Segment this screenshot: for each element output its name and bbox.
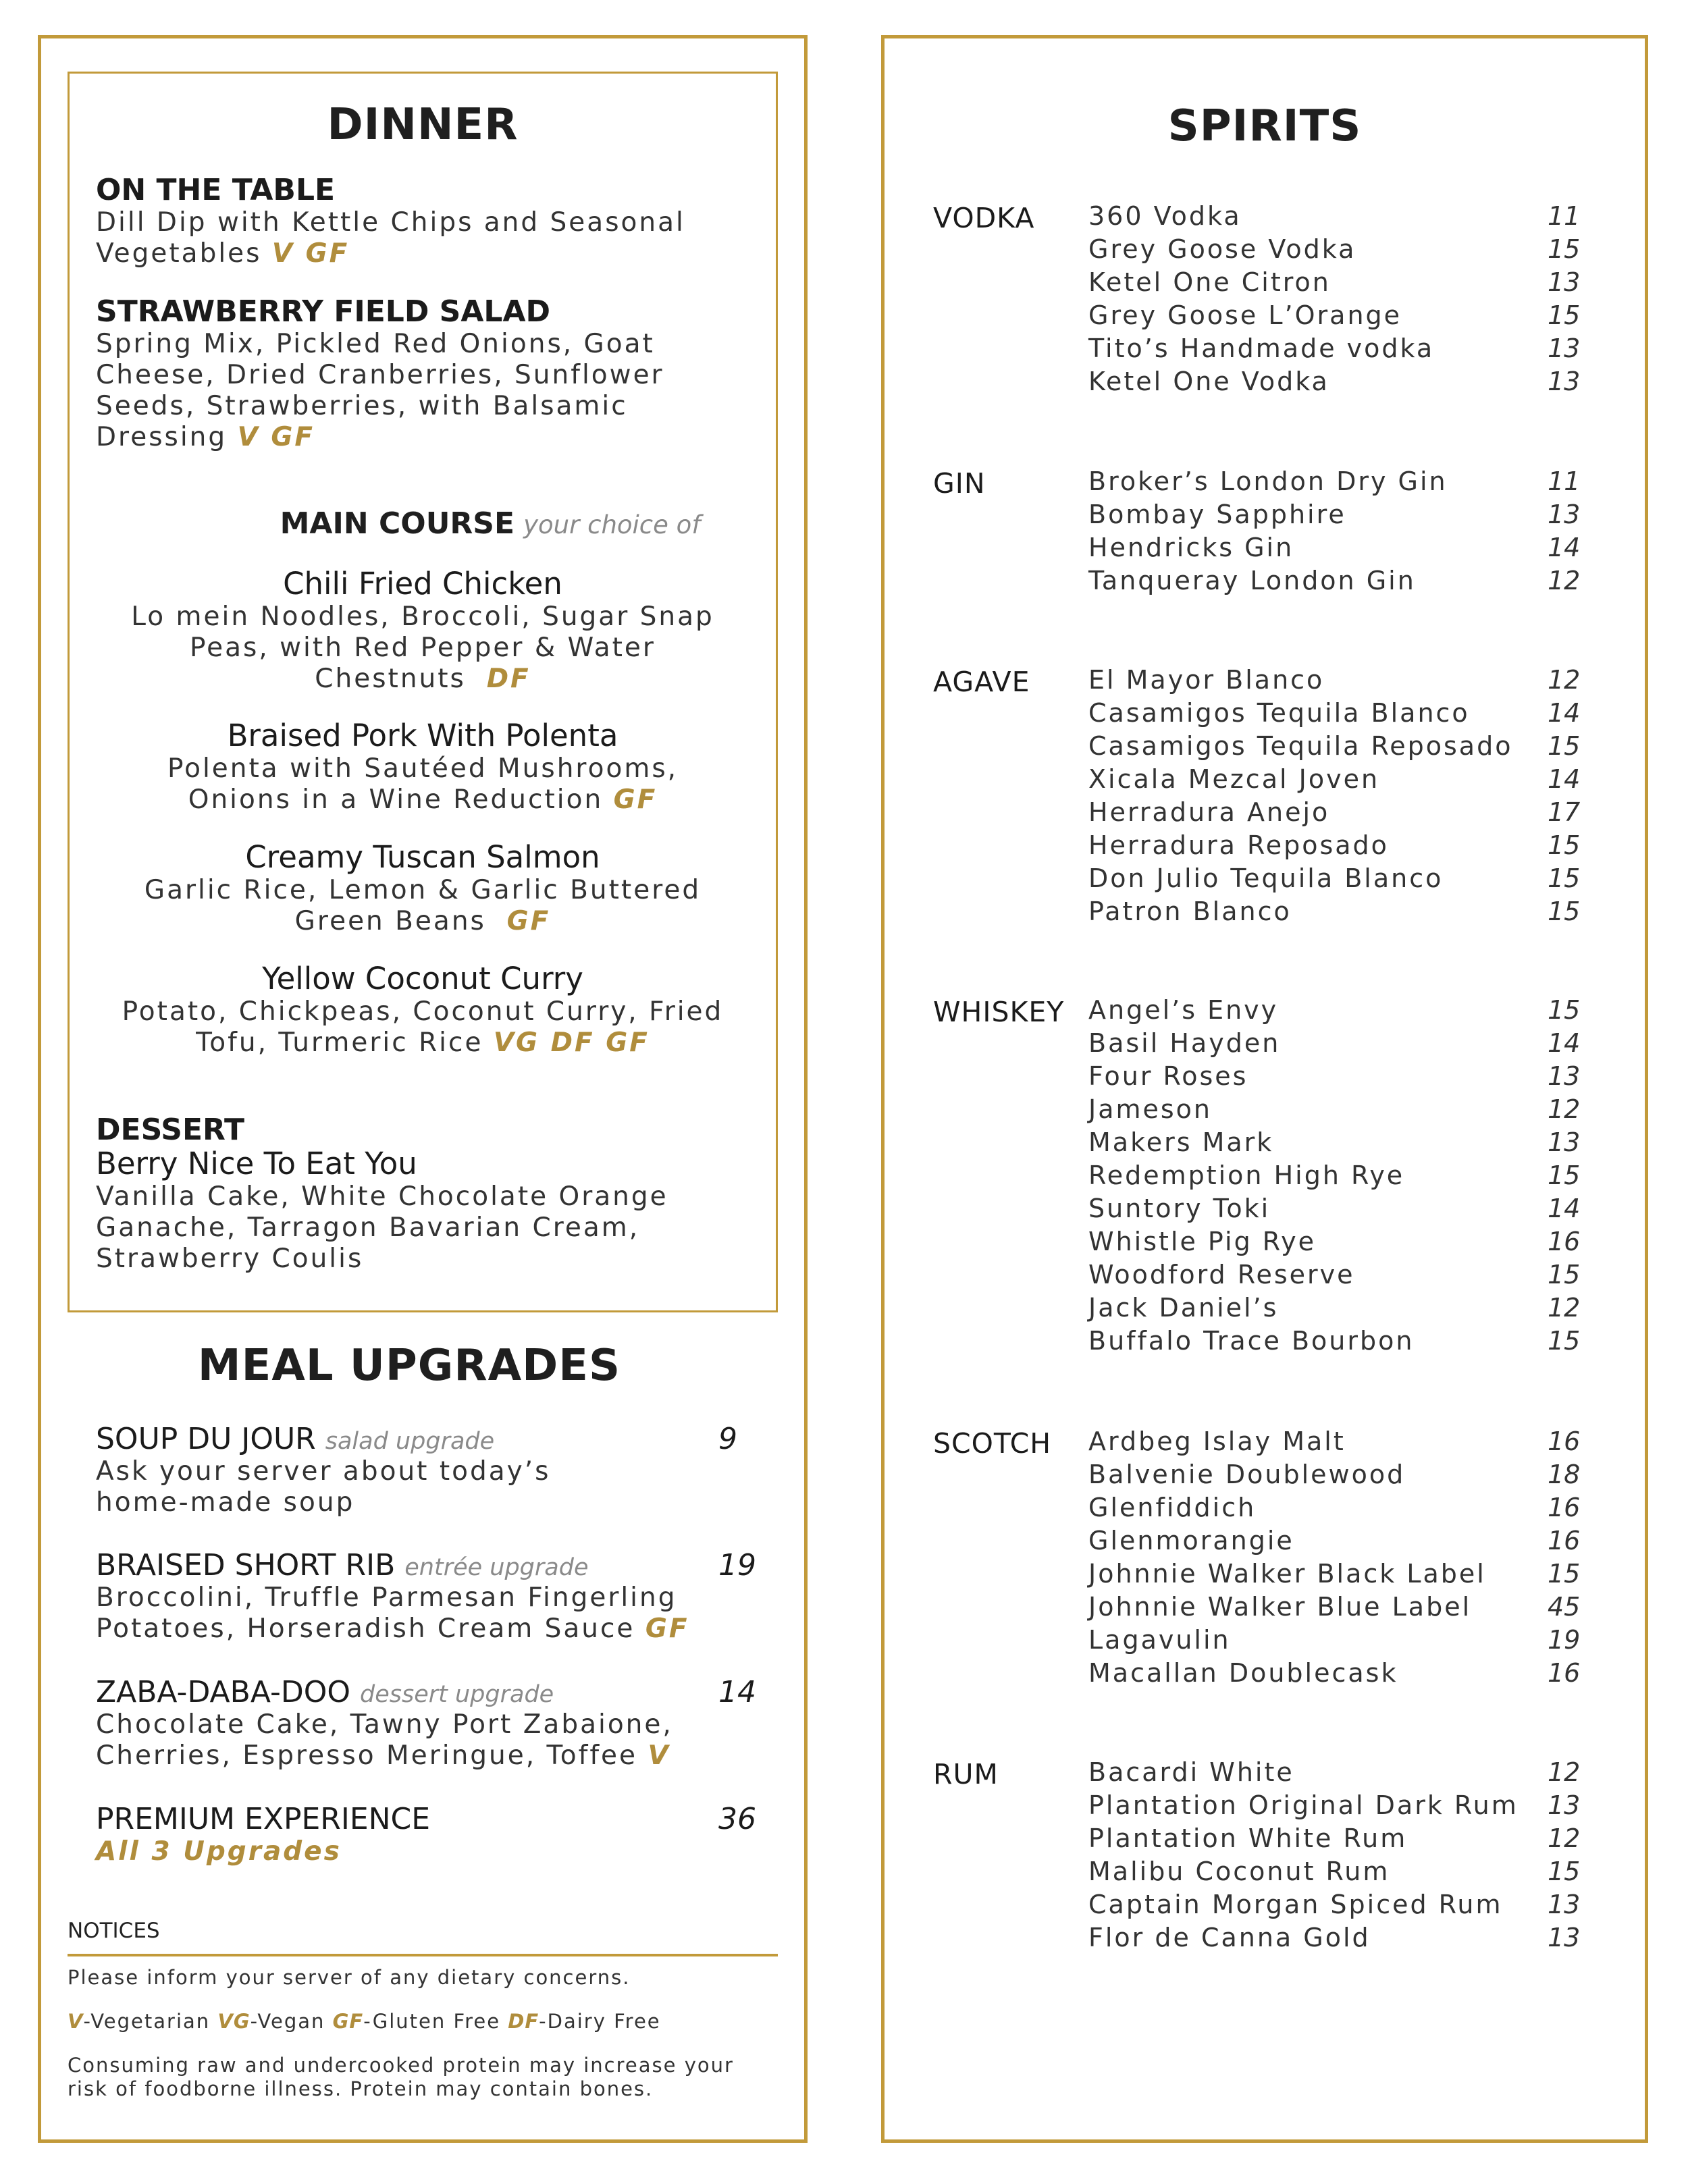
upgrade-desc-line: Cherries, Espresso Meringue, Toffee V <box>96 1740 670 1771</box>
spirit-item <box>1088 862 1588 895</box>
spirit-price: 12 <box>1548 1293 1581 1323</box>
spirit-price: 15 <box>1548 863 1581 893</box>
spirit-price: 15 <box>1548 995 1581 1025</box>
spirit-price: 15 <box>1548 234 1581 264</box>
spirit-name: Xicala Mezcal Joven <box>1088 764 1380 794</box>
spirit-name: Jack Daniel’s <box>1088 1293 1279 1323</box>
spirit-list-gin <box>1088 465 1588 597</box>
spirit-price: 19 <box>1548 1625 1581 1655</box>
spirit-item <box>1088 796 1588 829</box>
upgrade-name: SOUP DU JOUR <box>96 1422 316 1456</box>
main-course-title: MAIN COURSE <box>280 506 515 541</box>
spirit-price: 13 <box>1548 1127 1581 1157</box>
spirit-name: Jameson <box>1088 1094 1213 1124</box>
legend-label: -Vegan <box>250 2010 333 2033</box>
spirit-name: Glenmorangie <box>1088 1526 1294 1555</box>
upgrade-soup <box>96 1422 771 1518</box>
dish-desc-line: Green Beans GF <box>294 906 551 936</box>
spirit-price: 13 <box>1548 367 1581 396</box>
spirit-item <box>1088 1192 1588 1225</box>
dietary-tags: VG DF GF <box>493 1028 650 1058</box>
legend-code: V <box>68 2010 84 2033</box>
spirit-name: Macallan Doublecask <box>1088 1658 1398 1688</box>
spirit-item <box>1088 299 1588 332</box>
spirit-category-gin: GIN <box>933 467 986 500</box>
salad-desc-line: Seeds, Strawberries, with Balsamic <box>96 391 628 421</box>
dish-desc-line: Tofu, Turmeric Rice VG DF GF <box>196 1028 650 1058</box>
spirit-item <box>1088 895 1588 928</box>
upgrade-desc-line: Chocolate Cake, Tawny Port Zabaione, <box>96 1709 673 1740</box>
spirit-price: 45 <box>1548 1592 1581 1622</box>
spirit-category-scotch: SCOTCH <box>933 1427 1052 1460</box>
spirit-name: Four Roses <box>1088 1061 1248 1091</box>
salad-section <box>96 294 771 453</box>
spirit-price: 13 <box>1548 1923 1581 1952</box>
dessert-title: DESSERT <box>96 1113 244 1147</box>
spirit-name: Glenfiddich <box>1088 1493 1257 1522</box>
spirit-category-rum: RUM <box>933 1758 999 1790</box>
spirit-price: 18 <box>1548 1460 1581 1489</box>
spirit-item <box>1088 332 1588 365</box>
spirit-list-whiskey <box>1088 994 1588 1358</box>
spirit-item <box>1088 1888 1588 1921</box>
upgrade-desc-line: All 3 Upgrades <box>96 1836 342 1867</box>
spirit-name: Johnnie Walker Black Label <box>1088 1559 1486 1589</box>
spirit-price: 15 <box>1548 300 1581 330</box>
main-course-heading <box>68 506 913 541</box>
spirits-title: SPIRITS <box>1167 101 1362 151</box>
spirit-price: 16 <box>1548 1526 1581 1555</box>
spirit-name: Patron Blanco <box>1088 897 1292 926</box>
spirit-name: Buffalo Trace Bourbon <box>1088 1326 1415 1356</box>
spirit-name: Suntory Toki <box>1088 1194 1271 1223</box>
spirit-name: Bacardi White <box>1088 1757 1294 1787</box>
legend-code: VG <box>217 2010 250 2033</box>
spirit-name: Woodford Reserve <box>1088 1260 1355 1289</box>
dessert-section <box>96 1113 771 1275</box>
salad-title: STRAWBERRY FIELD SALAD <box>96 294 551 329</box>
upgrade-desc-line: Potatoes, Horseradish Cream Sauce GF <box>96 1614 689 1644</box>
spirit-name: Grey Goose Vodka <box>1088 234 1356 264</box>
spirit-price: 13 <box>1548 1890 1581 1919</box>
spirit-price: 12 <box>1548 1823 1581 1853</box>
dietary-tags: GF <box>506 906 551 936</box>
notice-legend <box>68 2010 783 2033</box>
dessert-desc-line: Vanilla Cake, White Chocolate Orange <box>96 1181 668 1212</box>
spirit-name: Casamigos Tequila Blanco <box>1088 698 1470 728</box>
spirit-item <box>1088 498 1588 531</box>
spirit-item <box>1088 564 1588 597</box>
spirit-list-vodka <box>1088 200 1588 398</box>
spirit-item <box>1088 365 1588 398</box>
spirit-name: Grey Goose L’Orange <box>1088 300 1402 330</box>
spirit-item <box>1088 1425 1588 1458</box>
legend-label: -Dairy Free <box>539 2010 661 2033</box>
spirit-item <box>1088 697 1588 730</box>
dish-chili-fried-chicken <box>68 566 778 695</box>
on-the-table-desc-line: Dill Dip with Kettle Chips and Seasonal <box>96 207 685 238</box>
spirit-category-agave: AGAVE <box>933 666 1030 698</box>
dietary-tags: V GF <box>271 238 350 269</box>
spirit-price: 14 <box>1548 533 1581 562</box>
spirit-price: 14 <box>1548 698 1581 728</box>
spirit-name: Tito’s Handmade vodka <box>1088 334 1435 363</box>
upgrade-name: BRAISED SHORT RIB <box>96 1548 396 1582</box>
spirit-name: Johnnie Walker Blue Label <box>1088 1592 1472 1622</box>
spirit-price: 12 <box>1548 566 1581 595</box>
spirit-name: Captain Morgan Spiced Rum <box>1088 1890 1503 1919</box>
spirit-price: 15 <box>1548 1857 1581 1886</box>
spirit-price: 11 <box>1548 467 1581 496</box>
spirit-item <box>1088 266 1588 299</box>
spirit-price: 15 <box>1548 1326 1581 1356</box>
spirit-name: Tanqueray London Gin <box>1088 566 1416 595</box>
notice-raw-protein: Consuming raw and undercooked protein may increase your risk of foodborne illness. Protein may contain bones. <box>68 2054 734 2100</box>
legend-code: GF <box>332 2010 364 2033</box>
spirit-list-rum <box>1088 1756 1588 1954</box>
spirit-name: Redemption High Rye <box>1088 1161 1405 1190</box>
spirit-item <box>1088 1291 1588 1325</box>
spirit-item <box>1088 1557 1588 1591</box>
upgrade-name: PREMIUM EXPERIENCE <box>96 1802 431 1836</box>
upgrade-price: 19 <box>718 1548 756 1582</box>
upgrade-name: ZABA-DABA-DOO <box>96 1675 350 1709</box>
spirit-price: 15 <box>1548 1260 1581 1289</box>
main-course-subtitle: your choice of <box>523 510 701 539</box>
spirit-item <box>1088 233 1588 266</box>
spirit-item <box>1088 1657 1588 1690</box>
dish-name: Yellow Coconut Curry <box>262 961 583 996</box>
spirit-item <box>1088 763 1588 796</box>
spirit-price: 15 <box>1548 830 1581 860</box>
upgrade-desc-line: Broccolini, Truffle Parmesan Fingerling <box>96 1582 677 1613</box>
upgrade-zaba <box>96 1675 771 1772</box>
legend-label: -Gluten Free <box>363 2010 508 2033</box>
spirit-name: 360 Vodka <box>1088 201 1242 231</box>
spirit-price: 15 <box>1548 897 1581 926</box>
spirit-name: Plantation Original Dark Rum <box>1088 1790 1519 1820</box>
spirit-price: 16 <box>1548 1427 1581 1456</box>
spirit-item <box>1088 1325 1588 1358</box>
salad-desc-line: Dressing V GF <box>96 422 315 452</box>
spirit-item <box>1088 1624 1588 1657</box>
dish-name: Creamy Tuscan Salmon <box>245 839 600 875</box>
spirit-item <box>1088 1822 1588 1855</box>
spirit-item <box>1088 829 1588 862</box>
spirit-item <box>1088 1159 1588 1192</box>
dish-desc-line: Peas, with Red Pepper & Water <box>190 633 656 663</box>
spirit-price: 11 <box>1548 201 1581 231</box>
spirit-list-scotch <box>1088 1425 1588 1690</box>
spirit-name: Herradura Anejo <box>1088 797 1330 827</box>
spirit-price: 12 <box>1548 1094 1581 1124</box>
notice-dietary: Please inform your server of any dietary concerns. <box>68 1966 631 1989</box>
spirit-item <box>1088 1591 1588 1624</box>
spirit-price: 12 <box>1548 1757 1581 1787</box>
on-the-table-desc-line: Vegetables V GF <box>96 238 350 269</box>
spirit-name: Casamigos Tequila Reposado <box>1088 731 1513 761</box>
upgrade-note: dessert upgrade <box>360 1681 554 1708</box>
spirit-name: Ardbeg Islay Malt <box>1088 1427 1346 1456</box>
spirit-item <box>1088 1126 1588 1159</box>
spirit-item <box>1088 1524 1588 1557</box>
salad-desc-line: Spring Mix, Pickled Red Onions, Goat <box>96 329 655 359</box>
spirit-name: Ketel One Vodka <box>1088 367 1329 396</box>
dietary-tags: GF <box>613 784 658 815</box>
spirit-item <box>1088 1756 1588 1789</box>
on-the-table-title: ON THE TABLE <box>96 173 336 207</box>
dessert-desc-line: Strawberry Coulis <box>96 1244 364 1274</box>
spirit-price: 15 <box>1548 1559 1581 1589</box>
spirit-item <box>1088 200 1588 233</box>
spirit-name: El Mayor Blanco <box>1088 665 1325 695</box>
spirit-price: 17 <box>1548 797 1581 827</box>
upgrades-title: MEAL UPGRADES <box>197 1341 621 1391</box>
dish-name: Braised Pork With Polenta <box>227 718 618 753</box>
spirit-item <box>1088 1258 1588 1291</box>
spirit-name: Malibu Coconut Rum <box>1088 1857 1390 1886</box>
spirit-item <box>1088 1855 1588 1888</box>
spirit-price: 13 <box>1548 334 1581 363</box>
upgrade-short-rib <box>96 1548 771 1645</box>
dish-desc-line: Potato, Chickpeas, Coconut Curry, Fried <box>122 996 724 1027</box>
notices-divider <box>68 1954 778 1956</box>
spirit-name: Flor de Canna Gold <box>1088 1923 1371 1952</box>
spirit-price: 12 <box>1548 665 1581 695</box>
dish-desc-line: Chestnuts DF <box>315 664 531 694</box>
spirit-price: 14 <box>1548 764 1581 794</box>
spirit-item <box>1088 1093 1588 1126</box>
spirit-name: Hendricks Gin <box>1088 533 1294 562</box>
legend-label: -Vegetarian <box>83 2010 218 2033</box>
dish-desc-line: Garlic Rice, Lemon & Garlic Buttered <box>144 875 702 905</box>
upgrade-price: 14 <box>718 1675 756 1709</box>
upgrade-price: 9 <box>718 1422 737 1456</box>
spirit-item <box>1088 1458 1588 1491</box>
dish-coconut-curry <box>68 961 778 1059</box>
dietary-tags: GF <box>645 1614 689 1644</box>
spirit-name: Balvenie Doublewood <box>1088 1460 1406 1489</box>
spirit-price: 15 <box>1548 1161 1581 1190</box>
spirit-list-agave <box>1088 664 1588 928</box>
spirit-name: Lagavulin <box>1088 1625 1231 1655</box>
dessert-desc-line: Ganache, Tarragon Bavarian Cream, <box>96 1213 640 1243</box>
spirit-name: Whistle Pig Rye <box>1088 1227 1316 1256</box>
dish-desc-line: Lo mein Noodles, Broccoli, Sugar Snap <box>131 602 714 632</box>
spirit-name: Plantation White Rum <box>1088 1823 1408 1853</box>
dish-braised-pork <box>68 718 778 816</box>
notices-title: NOTICES <box>68 1919 160 1943</box>
dietary-tags: V GF <box>237 422 315 452</box>
spirit-category-whiskey: WHISKEY <box>933 996 1065 1028</box>
salad-desc-line: Cheese, Dried Cranberries, Sunflower <box>96 360 664 390</box>
spirit-item <box>1088 1491 1588 1524</box>
spirit-item <box>1088 664 1588 697</box>
spirit-item <box>1088 1225 1588 1258</box>
spirit-price: 15 <box>1548 731 1581 761</box>
spirit-price: 14 <box>1548 1028 1581 1058</box>
upgrade-note: entrée upgrade <box>404 1554 589 1581</box>
spirit-name: Broker’s London Dry Gin <box>1088 467 1448 496</box>
spirit-price: 16 <box>1548 1658 1581 1688</box>
upgrade-note: salad upgrade <box>325 1428 495 1455</box>
dish-desc-line: Polenta with Sautéed Mushrooms, <box>167 753 679 784</box>
spirit-item <box>1088 1789 1588 1822</box>
dessert-name: Berry Nice To Eat You <box>96 1146 417 1181</box>
spirit-name: Ketel One Citron <box>1088 267 1331 297</box>
spirit-category-vodka: VODKA <box>933 202 1035 234</box>
spirit-name: Basil Hayden <box>1088 1028 1281 1058</box>
spirit-item <box>1088 1027 1588 1060</box>
on-the-table-section <box>96 173 771 269</box>
dinner-title: DINNER <box>327 100 519 150</box>
upgrade-desc-line: home-made soup <box>96 1487 355 1518</box>
spirit-item <box>1088 994 1588 1027</box>
legend-code: DF <box>508 2010 539 2033</box>
spirit-price: 16 <box>1548 1493 1581 1522</box>
upgrade-desc-line: Ask your server about today’s <box>96 1456 551 1487</box>
spirit-name: Don Julio Tequila Blanco <box>1088 863 1444 893</box>
spirit-price: 14 <box>1548 1194 1581 1223</box>
upgrade-price: 36 <box>718 1802 756 1836</box>
dish-name: Chili Fried Chicken <box>283 566 562 602</box>
spirit-price: 13 <box>1548 1790 1581 1820</box>
spirit-item <box>1088 531 1588 564</box>
spirit-price: 13 <box>1548 1061 1581 1091</box>
spirit-item <box>1088 465 1588 498</box>
dietary-tags: V <box>648 1740 670 1771</box>
spirit-item <box>1088 1060 1588 1093</box>
spirit-name: Makers Mark <box>1088 1127 1274 1157</box>
spirit-price: 13 <box>1548 267 1581 297</box>
spirit-name: Herradura Reposado <box>1088 830 1389 860</box>
spirit-item <box>1088 730 1588 763</box>
upgrade-premium <box>96 1802 771 1867</box>
dietary-tags: DF <box>486 664 531 694</box>
spirit-item <box>1088 1921 1588 1954</box>
dish-desc-line: Onions in a Wine Reduction GF <box>188 784 658 815</box>
dish-tuscan-salmon <box>68 839 778 937</box>
spirit-price: 13 <box>1548 500 1581 529</box>
spirit-name: Angel’s Envy <box>1088 995 1279 1025</box>
spirit-price: 16 <box>1548 1227 1581 1256</box>
spirit-name: Bombay Sapphire <box>1088 500 1346 529</box>
